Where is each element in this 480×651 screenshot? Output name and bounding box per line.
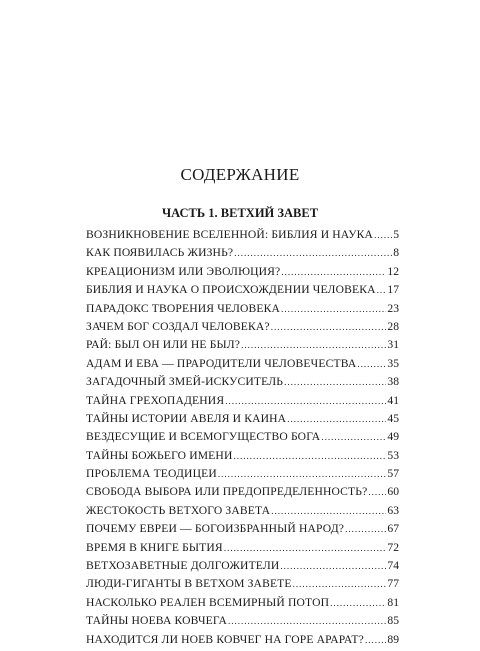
- toc-entry-page: 8: [393, 246, 399, 260]
- toc-dot-leader: [287, 414, 386, 424]
- toc-dot-leader: [284, 377, 386, 387]
- toc-entry-page: 41: [387, 393, 399, 407]
- toc-entry: [86, 541, 399, 559]
- toc-entry: [86, 504, 399, 522]
- toc-entry-title: ТАЙНЫ БОЖЬЕГО ИМЕНИ: [86, 448, 233, 462]
- toc-dot-leader: [281, 267, 386, 277]
- toc-dot-leader: [228, 616, 386, 626]
- toc-entry-page: 45: [387, 411, 399, 425]
- toc-entry: [86, 614, 399, 632]
- toc-dot-leader: [368, 487, 386, 497]
- toc-entry-page: 63: [387, 503, 399, 517]
- toc-entry: [86, 449, 399, 467]
- toc-entry-title: КРЕАЦИОНИЗМ ИЛИ ЭВОЛЮЦИЯ?: [86, 264, 281, 278]
- table-of-contents: [86, 228, 399, 651]
- toc-entry: [86, 338, 399, 356]
- toc-entry-page: 57: [387, 467, 399, 481]
- toc-entry-title: ТАЙНЫ НОЕВА КОВЧЕГА: [86, 614, 227, 628]
- toc-entry-page: 89: [387, 632, 399, 646]
- toc-entry: [86, 375, 399, 393]
- toc-entry-page: 5: [393, 228, 399, 241]
- toc-entry: [86, 485, 399, 503]
- toc-entry-title: РАЙ: БЫЛ ОН ИЛИ НЕ БЫЛ?: [86, 338, 241, 352]
- toc-entry-title: ПАРАДОКС ТВОРЕНИЯ ЧЕЛОВЕКА: [86, 301, 281, 315]
- toc-dot-leader: [321, 432, 386, 442]
- toc-entry: [86, 302, 399, 320]
- toc-dot-leader: [281, 304, 386, 314]
- toc-dot-leader: [234, 248, 392, 258]
- toc-dot-leader: [271, 506, 386, 516]
- toc-entry-title: ЛЮДИ-ГИГАНТЫ В ВЕТХОМ ЗАВЕТЕ: [86, 577, 292, 591]
- toc-dot-leader: [365, 635, 386, 645]
- toc-dot-leader: [330, 598, 386, 608]
- toc-entry: [86, 596, 399, 614]
- toc-entry-page: 85: [387, 614, 399, 628]
- toc-dot-leader: [357, 359, 386, 369]
- toc-entry: [86, 228, 399, 246]
- toc-entry-page: 72: [387, 540, 399, 554]
- toc-dot-leader: [225, 396, 386, 406]
- toc-entry: [86, 522, 399, 540]
- toc-entry-title: ЗАГАДОЧНЫЙ ЗМЕЙ-ИСКУСИТЕЛЬ: [86, 375, 284, 389]
- toc-entry-title: ВЕТХОЗАВЕТНЫЕ ДОЛГОЖИТЕЛИ: [86, 559, 280, 573]
- toc-dot-leader: [218, 469, 387, 479]
- toc-entry: [86, 559, 399, 577]
- toc-entry: [86, 283, 399, 301]
- toc-entry-title: АДАМ И ЕВА — ПРАРОДИТЕЛИ ЧЕЛОВЕЧЕСТВА: [86, 356, 357, 370]
- toc-entry-title: КАК ПОЯВИЛАСЬ ЖИЗНЬ?: [86, 246, 234, 260]
- toc-dot-leader: [241, 340, 386, 350]
- toc-entry: [86, 265, 399, 283]
- part-title: ЧАСТЬ 1. ВЕТХИЙ ЗАВЕТ: [161, 206, 319, 220]
- toc-entry: [86, 633, 399, 651]
- toc-entry-page: 28: [387, 319, 399, 333]
- toc-entry-title: ТАЙНА ГРЕХОПАДЕНИЯ: [86, 393, 225, 407]
- toc-entry-title: БИБЛИЯ И НАУКА О ПРОИСХОЖДЕНИИ ЧЕЛОВЕКА: [86, 283, 376, 297]
- toc-entry-title: НАХОДИТСЯ ЛИ НОЕВ КОВЧЕГ НА ГОРЕ АРАРАТ?: [86, 632, 364, 646]
- toc-entry-title: ВОЗНИКНОВЕНИЕ ВСЕЛЕННОЙ: БИБЛИЯ И НАУКА: [86, 228, 374, 241]
- toc-entry-page: 49: [387, 430, 399, 444]
- toc-dot-leader: [293, 579, 387, 589]
- toc-entry-page: 31: [387, 338, 399, 352]
- toc-entry-page: 38: [387, 375, 399, 389]
- toc-entry-title: ПРОБЛЕМА ТЕОДИЦЕИ: [86, 467, 217, 481]
- toc-entry-page: 77: [387, 577, 399, 591]
- toc-dot-leader: [271, 322, 387, 332]
- toc-entry: [86, 394, 399, 412]
- toc-entry: [86, 320, 399, 338]
- toc-entry-page: 23: [387, 301, 399, 315]
- toc-entry-title: ПОЧЕМУ ЕВРЕИ — БОГОИЗБРАННЫЙ НАРОД?: [86, 522, 345, 536]
- toc-dot-leader: [377, 285, 387, 295]
- toc-entry-title: ВЕЗДЕСУЩИЕ И ВСЕМОГУЩЕСТВО БОГА: [86, 430, 321, 444]
- toc-entry: [86, 430, 399, 448]
- toc-entry-title: СВОБОДА ВЫБОРА ИЛИ ПРЕДОПРЕДЕЛЕННОСТЬ?: [86, 485, 368, 499]
- toc-entry-page: 17: [387, 283, 399, 297]
- toc-entry-page: 60: [387, 485, 399, 499]
- toc-dot-leader: [233, 451, 386, 461]
- toc-entry-page: 53: [387, 448, 399, 462]
- toc-entry: [86, 357, 399, 375]
- toc-entry-page: 81: [387, 595, 399, 609]
- toc-dot-leader: [374, 230, 392, 240]
- toc-entry-title: ТАЙНЫ ИСТОРИИ АВЕЛЯ И КАИНА: [86, 411, 287, 425]
- toc-entry: [86, 467, 399, 485]
- toc-entry-title: ВРЕМЯ В КНИГЕ БЫТИЯ: [86, 540, 223, 554]
- toc-entry: [86, 246, 399, 264]
- toc-entry: [86, 577, 399, 595]
- contents-heading: СОДЕРЖАНИЕ: [180, 165, 300, 184]
- toc-entry-title: ЗАЧЕМ БОГ СОЗДАЛ ЧЕЛОВЕКА?: [86, 319, 270, 333]
- toc-entry-page: 12: [387, 264, 399, 278]
- toc-entry: [86, 412, 399, 430]
- toc-dot-leader: [224, 543, 387, 553]
- toc-dot-leader: [280, 561, 386, 571]
- toc-entry-page: 35: [387, 356, 399, 370]
- toc-entry-page: 74: [387, 559, 399, 573]
- toc-entry-title: ЖЕСТОКОСТЬ ВЕТХОГО ЗАВЕТА: [86, 503, 271, 517]
- toc-entry-page: 67: [387, 522, 399, 536]
- toc-dot-leader: [345, 524, 386, 534]
- toc-entry-title: НАСКОЛЬКО РЕАЛЕН ВСЕМИРНЫЙ ПОТОП: [86, 595, 330, 609]
